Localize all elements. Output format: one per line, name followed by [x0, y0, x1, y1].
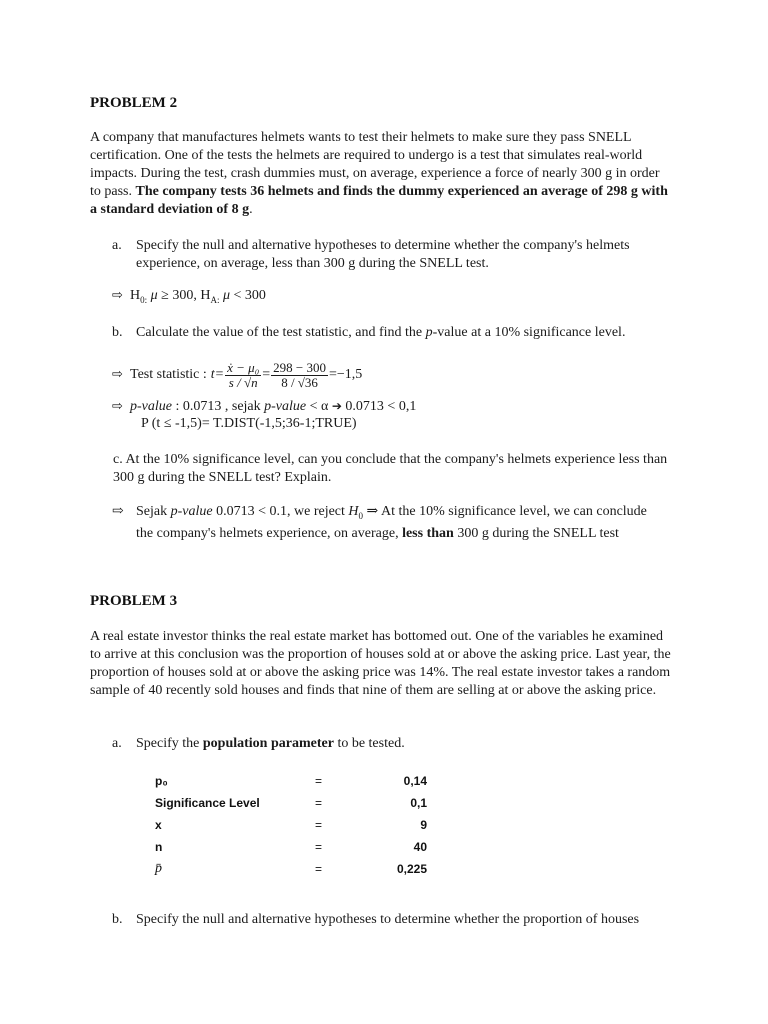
h0-sub: 0: [140, 294, 148, 305]
table-value: 0,1 [410, 796, 427, 810]
p3a-text-bold: population parameter [202, 736, 334, 751]
problem-2-intro-bold: The company tests 36 helmets and finds the dummy experienced an average of 298 g with a standard deviation of 8 g [90, 184, 668, 217]
b-text-2: -value at a 10% significance level. [432, 325, 626, 340]
formula-numerator: ẋ − μ₀ [227, 359, 260, 375]
equals-sign: = [262, 367, 271, 382]
p-value-text-1: : 0.0713 , sejak [171, 399, 265, 414]
arrow-right-icon: ⇨ [112, 399, 123, 414]
problem-2-b-question [136, 324, 676, 342]
p-value-text-2: < α [306, 399, 332, 414]
problem-3-intro: A real estate investor thinks the real estate market has bottomed out. One of the variables he examined to arrive at this conclusion was the proportion of houses sold at or above the asking price. Last year, the proportion of houses sold at or above the asking price was 14%. The real estate investor takes a random sample of 40 recently sold houses and finds that nine of them are selling at or above the asking price. [90, 629, 671, 698]
problem-3-a-marker: a. [112, 736, 122, 751]
table-equals: = [315, 796, 323, 810]
formula-fraction [225, 361, 261, 390]
c-ans-h-sub: 0 [358, 510, 364, 521]
mu-symbol: μ [147, 288, 158, 303]
p3a-text-1: Specify the [136, 736, 203, 751]
table-label: Significance Level [155, 796, 260, 810]
value-denominator: 8 / √36 [281, 374, 318, 390]
c-ans-3: ⇒ At the 10% significance level, we can conclude the company's helmets experience, on average, [136, 504, 647, 541]
table-row [155, 794, 427, 812]
ha-rest: < 300 [230, 288, 266, 303]
table-label: n [155, 840, 163, 854]
bold-arrow-icon: ➔ [331, 399, 342, 413]
p-value-formula: P (t ≤ -1,5)= T.DIST(-1,5;36-1;TRUE) [141, 416, 357, 431]
table-value: 0,225 [396, 862, 427, 876]
arrow-right-icon: ⇨ [112, 504, 124, 519]
c-ans-p: p-value [170, 504, 213, 519]
problem-2-a-question: Specify the null and alternative hypotheses to determine whether the company's helmets experience, on average, less than 300 g during the SNELL test. [136, 238, 630, 271]
parameter-table [155, 772, 427, 882]
c-ans-bold: less than [402, 525, 454, 541]
c-question-text: c. At the 10% significance level, can you conclude that the company's helmets experience less than 300 g during the SNELL test? Explain. [113, 452, 668, 485]
formula-denominator: s / √n [228, 374, 258, 390]
test-statistic-label: Test statistic : [130, 367, 207, 382]
problem-2-intro [90, 129, 672, 219]
table-label: x [155, 818, 162, 832]
table-row [155, 860, 427, 878]
p3a-text-2: to be tested. [333, 736, 405, 751]
t-symbol: t= [210, 367, 225, 382]
p-value-line [112, 397, 416, 416]
problem-3-b-marker: b. [112, 912, 123, 927]
test-statistic-line [112, 358, 362, 392]
problem-2-intro-end: . [249, 202, 253, 217]
c-ans-1: Sejak [136, 504, 171, 519]
problem-2-heading: PROBLEM 2 [90, 95, 178, 111]
c-ans-h: H [348, 504, 359, 519]
table-row [155, 772, 427, 790]
p-value-label: p-value [130, 399, 172, 414]
test-statistic-result: =−1,5 [328, 367, 363, 382]
problem-2-b-marker: b. [112, 325, 123, 340]
mu-symbol: μ [219, 288, 231, 303]
b-text-1: Calculate the value of the test statistic, and find the [136, 325, 426, 340]
h0-rest: ≥ 300, [157, 288, 201, 303]
p-value-label-2: p-value [264, 399, 307, 414]
problem-3-b-question: Specify the null and alternative hypotheses to determine whether the proportion of houses [136, 912, 640, 927]
problem-2-c-answer [136, 503, 654, 543]
table-value: 9 [420, 818, 427, 832]
ha-label: H [200, 288, 211, 303]
table-row [155, 838, 427, 856]
problem-2-c-question [113, 451, 673, 487]
table-equals: = [315, 862, 323, 876]
arrow-right-icon: ⇨ [112, 288, 123, 303]
p-value-text-3: 0.0713 < 0,1 [341, 399, 417, 414]
problem-2-intro-text: A company that manufactures helmets wants to test their helmets to make sure they pass SNELL certification. One of the tests the helmets are required to undergo is a test that simulates real-world impacts. During the test, crash dummies must, on average, experience a force of nearly 300 g in order to pass. [90, 130, 660, 199]
table-label: p̄ [155, 861, 162, 876]
b-text-p: p [425, 325, 433, 340]
problem-2-a-marker: a. [112, 238, 122, 253]
value-numerator: 298 − 300 [273, 359, 326, 375]
problem-2-a-answer [112, 287, 266, 309]
c-ans-2: 0.0713 < 0.1, we reject [212, 504, 349, 519]
table-label: p₀ [155, 774, 168, 788]
table-equals: = [315, 818, 323, 832]
table-value: 0,14 [403, 774, 427, 788]
table-row [155, 816, 427, 834]
problem-3-heading: PROBLEM 3 [90, 593, 178, 609]
table-value: 40 [413, 840, 427, 854]
ha-sub: A: [210, 294, 220, 305]
h0-label: H [130, 288, 141, 303]
table-equals: = [315, 840, 323, 854]
value-fraction [271, 361, 328, 390]
c-ans-4: 300 g during the SNELL test [453, 525, 619, 541]
table-equals: = [315, 774, 323, 788]
arrow-right-icon: ⇨ [112, 367, 123, 382]
problem-3-a-question [136, 735, 405, 753]
